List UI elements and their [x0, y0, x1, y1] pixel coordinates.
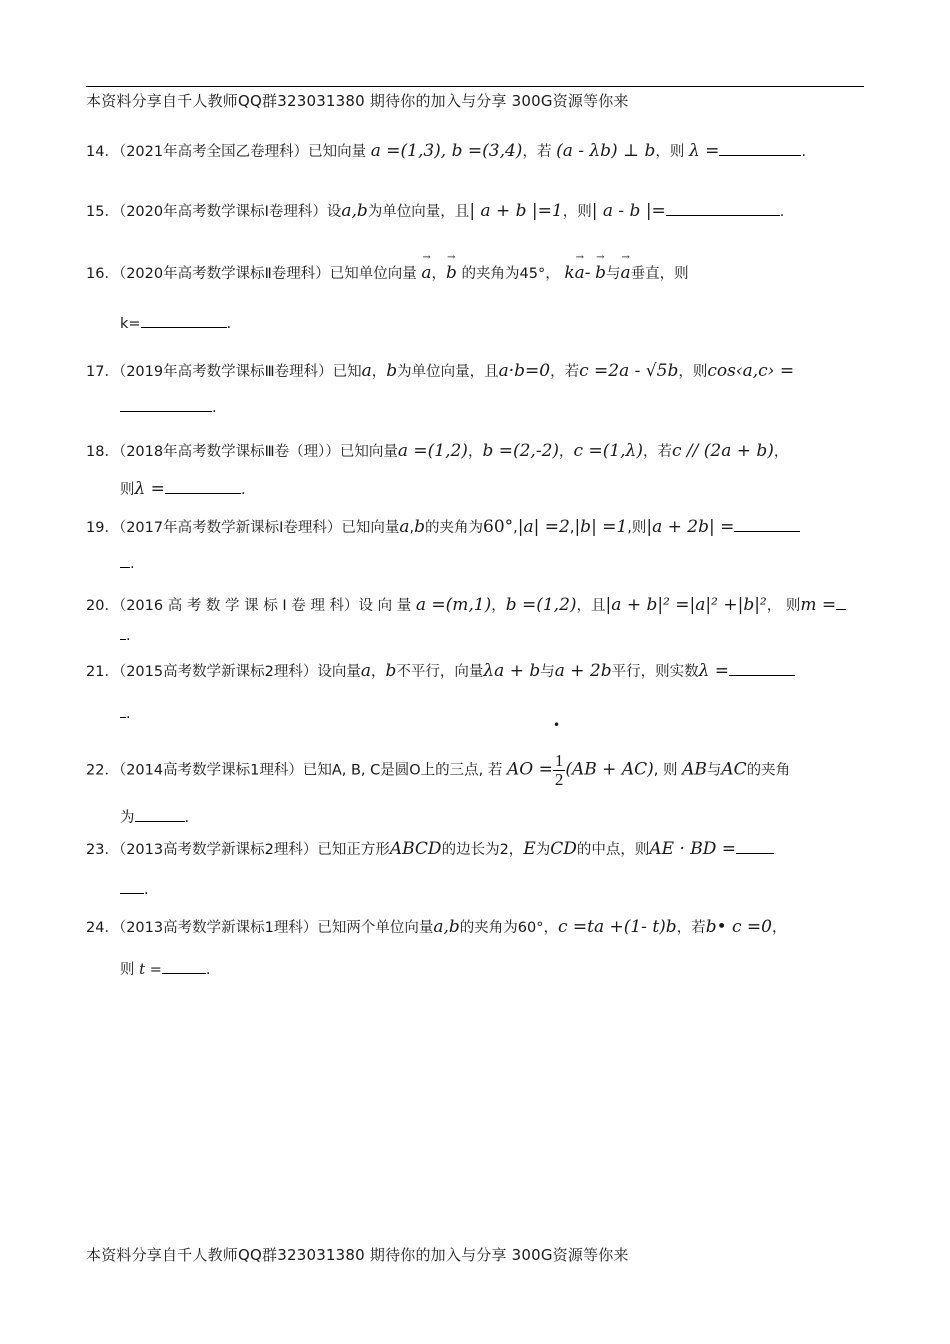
answer-blank[interactable] — [120, 893, 144, 894]
problem-24: 24．（2013高考数学新课标1理科）已知两个单位向量a,b的夹角为60°，c =ta +(1- t)b，若b• c =0， — [86, 917, 787, 937]
problem-17: 17．（2019年高考数学课标Ⅲ卷理科）已知a，b为单位向量，且a·b=0，若c =2a - √5b，则cos‹a,c› = — [86, 361, 795, 381]
problem-24-line2: 则 t = . — [120, 960, 211, 978]
fraction-one-half: $\frac{1}{2}$ — [554, 751, 564, 789]
answer-blank[interactable] — [165, 493, 241, 494]
problem-18-line2: 则λ = . — [120, 479, 246, 499]
answer-blank[interactable] — [141, 327, 227, 328]
answer-blank[interactable] — [729, 675, 795, 676]
problem-16-line2: k= . — [120, 316, 232, 332]
problem-19-line2: . — [120, 556, 135, 572]
problem-17-line2: . — [120, 400, 217, 416]
problem-19: 19．（2017年高考数学新课标Ⅰ卷理科）已知向量a,b的夹角为60°,|a| =2,|b| =1,则|a + 2b| = — [86, 516, 800, 537]
problem-16: 16．（2020年高考数学课标Ⅱ卷理科）已知单位向量 → a， → b 的夹角为45°， k → a- → b与 → a垂直，则 — [86, 252, 689, 283]
header-rule — [86, 86, 864, 87]
answer-blank[interactable] — [135, 821, 185, 822]
problem-22-line2: 为 . — [120, 810, 190, 826]
answer-blank[interactable] — [162, 973, 206, 974]
answer-blank[interactable] — [666, 215, 780, 216]
problem-23: 23．（2013高考数学新课标2理科）已知正方形ABCD的边长为2，E为CD的中点，则AE · BD = — [86, 838, 774, 859]
answer-blank[interactable] — [120, 567, 130, 568]
page-footer: 本资料分享自千人教师QQ群323031380 期待你的加入与分享 300G资源等你来 — [86, 1246, 629, 1264]
problem-15: 15．（2020年高考数学课标Ⅰ卷理科）设a,b为单位向量，且| a + b |=1，则| a - b |= . — [86, 201, 785, 221]
answer-blank[interactable] — [836, 609, 846, 610]
problem-22: 22．（2014高考数学课标1理科）已知A, B, C是圆O上的三点, 若 AO = $\frac{1}{2}$ (AB + AC), 则 AB与AC的夹角 — [86, 751, 791, 789]
answer-blank[interactable] — [120, 411, 212, 412]
answer-blank[interactable] — [719, 155, 801, 156]
answer-blank[interactable] — [736, 853, 774, 854]
problem-21-line2: . — [120, 706, 131, 722]
answer-blank[interactable] — [734, 531, 800, 532]
problem-21: 21．（2015高考数学新课标2理科）设向量a，b不平行，向量λa + b与a + 2b平行，则实数λ = — [86, 660, 795, 681]
problem-18: 18．（2018年高考数学课标Ⅲ卷（理））已知向量a =(1,2)，b =(2,-2)，c =(1,λ)，若c // (2a + b)， — [86, 441, 789, 461]
problem-20-line2: . — [120, 628, 131, 644]
problem-14: 14．（2021年高考全国乙卷理科）已知向量 a =(1,3), b =(3,4)，若 (a - λb) ⊥ b，则 λ = . — [86, 141, 807, 161]
page-header: 本资料分享自千人教师QQ群323031380 期待你的加入与分享 300G资源等你来 — [86, 92, 629, 110]
problem-20: 20．（2016 高 考 数 学 课 标 Ⅰ 卷 理 科）设 向 量 a =(m,1)，b =(1,2)，且|a + b|² =|a|² +|b|²， 则m = — [86, 594, 846, 615]
problem-23-line2: . — [120, 882, 149, 898]
vector-dot-mark: • — [553, 718, 561, 732]
